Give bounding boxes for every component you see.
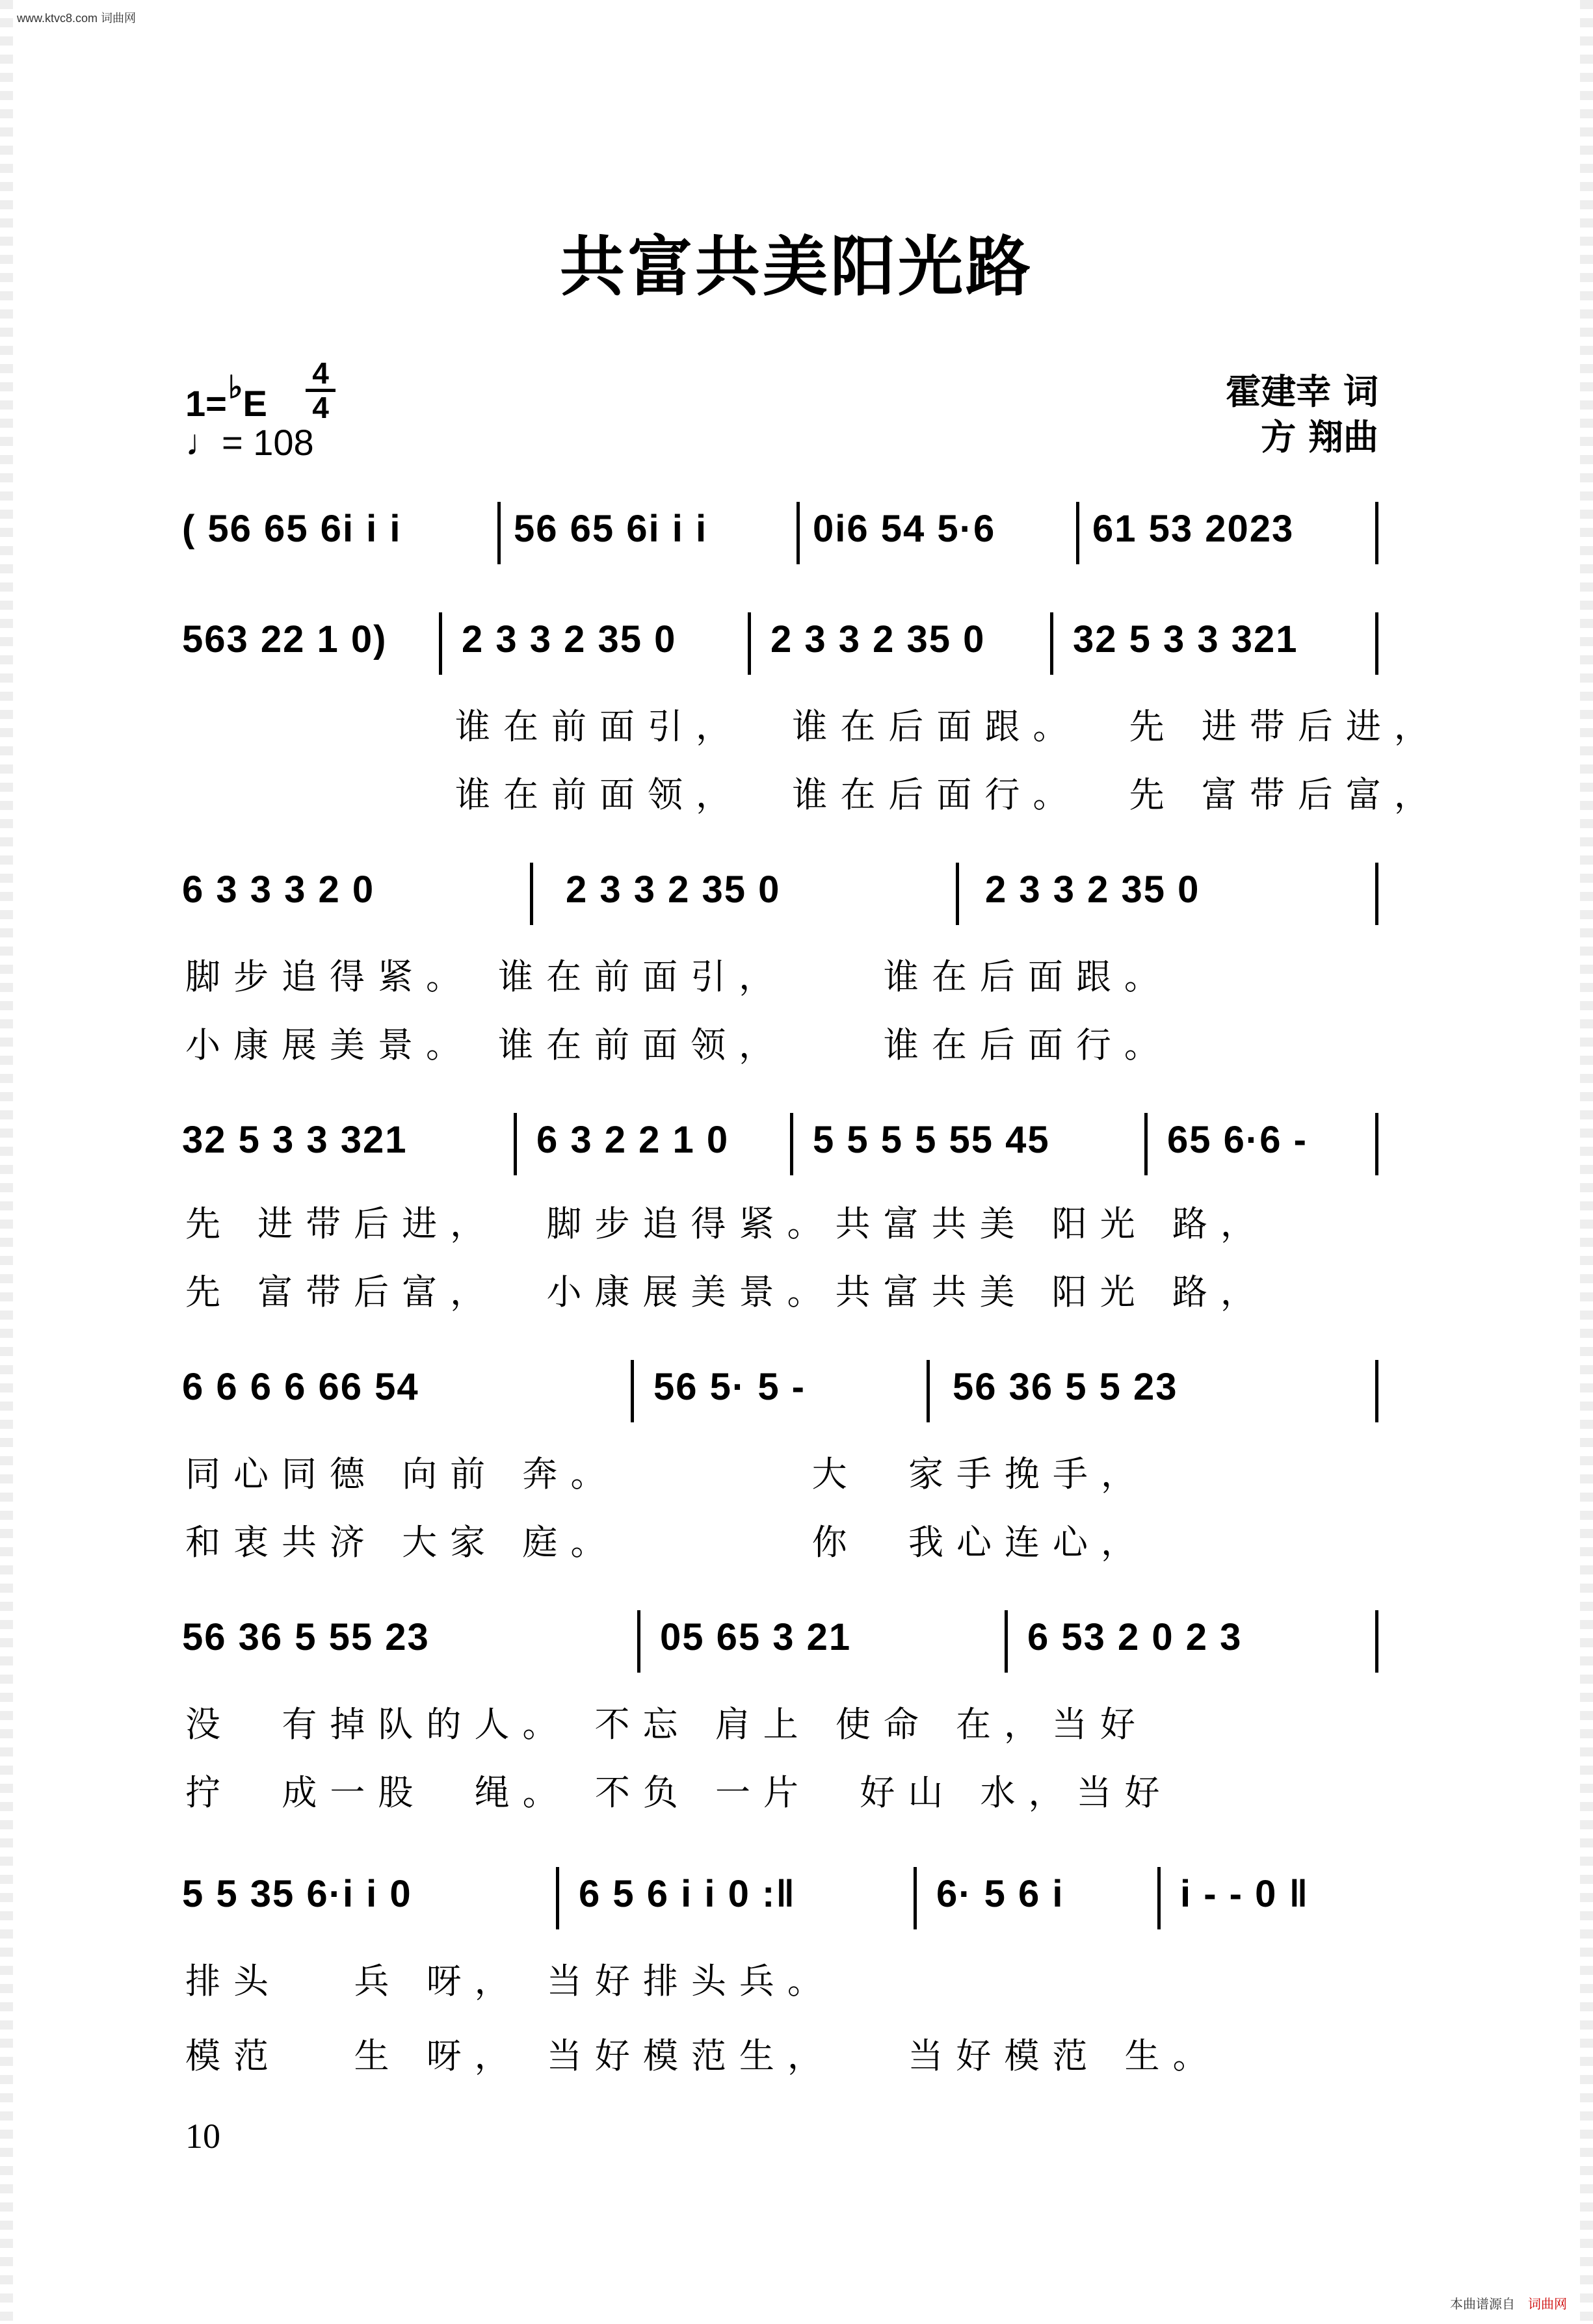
barline [1050,612,1053,675]
lyric-line: 小康展美景。 谁在前面领， 谁在后面行。 [185,1025,1172,1065]
measure: 2 3 3 2 35 0 [985,868,1200,911]
measure: 56 36 5 5 23 [953,1366,1178,1408]
footer-source: 本曲谱源自 [1450,2296,1515,2312]
score-row-5 [182,1365,1378,1437]
score-row-3 [182,868,1378,939]
measure: 6 3 2 2 1 0 [536,1119,730,1161]
lyric-line: 同心同德 向前 奔。 大 家手挽手， [185,1454,1149,1495]
measure: 2 3 3 2 35 0 [462,618,677,660]
tempo-marking [185,421,314,463]
measure: 61 53 2023 [1092,508,1295,550]
site-header[interactable]: www.ktvc8.com 词曲网 [17,12,137,25]
measure: 0i6 54 5·6 [813,508,996,550]
barline [1005,1610,1008,1673]
barline [956,863,959,925]
measure: 6· 5 6 i [936,1873,1064,1915]
barline [514,1113,517,1175]
key-prefix: 1= [185,383,227,424]
barline [1157,1867,1161,1929]
barline [637,1610,640,1673]
key-signature [185,369,267,424]
barline [1144,1113,1148,1175]
lyric-line: 模范 生 呀， 当好模范生， 当好模范 生。 [185,2035,1221,2076]
lyric-line: 谁在前面领， 谁在后面行。 先 富带后富， [455,774,1442,815]
score-row-7 [182,1872,1378,1944]
measure: 65 6·6 - [1167,1119,1308,1161]
score-row-2 [182,618,1378,689]
time-bottom: 4 [312,391,329,424]
measure: 32 5 3 3 321 [182,1119,408,1161]
measure: 56 5· 5 - [653,1366,806,1408]
lyric-line: 排头 兵 呀， 当好排头兵。 [185,1961,836,2002]
lyric-line: 拧 成一股 绳。 不负 一片 好山 水，当好 [185,1772,1173,1813]
lyric-line: 没 有掉队的人。 不忘 肩上 使命 在，当好 [185,1704,1148,1745]
barline [556,1867,559,1929]
barline [914,1867,917,1929]
score-row-1 [182,507,1378,579]
measure: 56 36 5 55 23 [182,1616,430,1658]
quarter-note-icon: ♩ [185,422,222,463]
flat-icon: ♭ [228,371,243,405]
measure: 6 5 6 i i 0 :‖ [579,1873,796,1915]
barline [790,1113,793,1175]
footer [1450,2293,1567,2312]
barline [1375,1610,1378,1673]
barline [631,1360,634,1422]
footer-brand[interactable]: 词曲网 [1528,2296,1567,2312]
measure: 2 3 3 2 35 0 [770,618,986,660]
measure: 2 3 3 2 35 0 [566,868,781,911]
barline [796,502,800,564]
lyric-line: 谁在前面引， 谁在后面跟。 先 进带后进， [455,706,1442,747]
barline [439,612,442,675]
barline [1375,863,1378,925]
time-signature [306,356,336,424]
barline [927,1360,930,1422]
measure: 6 6 6 6 66 54 [182,1366,419,1408]
measure: i - - 0 ‖ [1180,1873,1310,1915]
lyric-line: 脚步追得紧。 谁在前面引， 谁在后面跟。 [185,956,1172,997]
measure: 5 5 35 6·i i 0 [182,1873,412,1915]
key-note: E [243,383,267,424]
barline [1375,502,1378,564]
measure: 32 5 3 3 321 [1073,618,1298,660]
barline [1375,1113,1378,1175]
measure: 563 22 1 0) [182,618,388,660]
page-number: 10 [185,2117,220,2156]
time-top: 4 [312,356,329,390]
lyric-line: 先 进带后进， 脚步追得紧。共富共美 阳光 路， [185,1203,1269,1244]
page-border-left [0,0,13,2324]
measure: 05 65 3 21 [660,1616,852,1658]
tempo-text: = 108 [222,422,314,463]
barline [497,502,501,564]
score-row-4 [182,1118,1378,1190]
credits [1226,369,1378,460]
barline [748,612,751,675]
measure: 5 5 5 5 55 45 [813,1119,1050,1161]
measure: ( 56 65 6i i i [182,508,402,550]
barline [1375,612,1378,675]
lyricist-credit: 霍建幸 词 [1226,371,1378,412]
score-row-6 [182,1615,1378,1687]
page-border-right [1580,0,1593,2324]
composer-credit: 方 翔曲 [1261,417,1378,458]
lyric-line: 先 富带后富， 小康展美景。共富共美 阳光 路， [185,1272,1269,1312]
song-title: 共富共美阳光路 [560,228,1033,305]
measure: 56 65 6i i i [514,508,708,550]
measure: 6 53 2 0 2 3 [1027,1616,1243,1658]
barline [1375,1360,1378,1422]
measure: 6 3 3 3 2 0 [182,868,375,911]
lyric-line: 和衷共济 大家 庭。 你 我心连心， [185,1522,1149,1563]
barline [1076,502,1079,564]
barline [530,863,533,925]
